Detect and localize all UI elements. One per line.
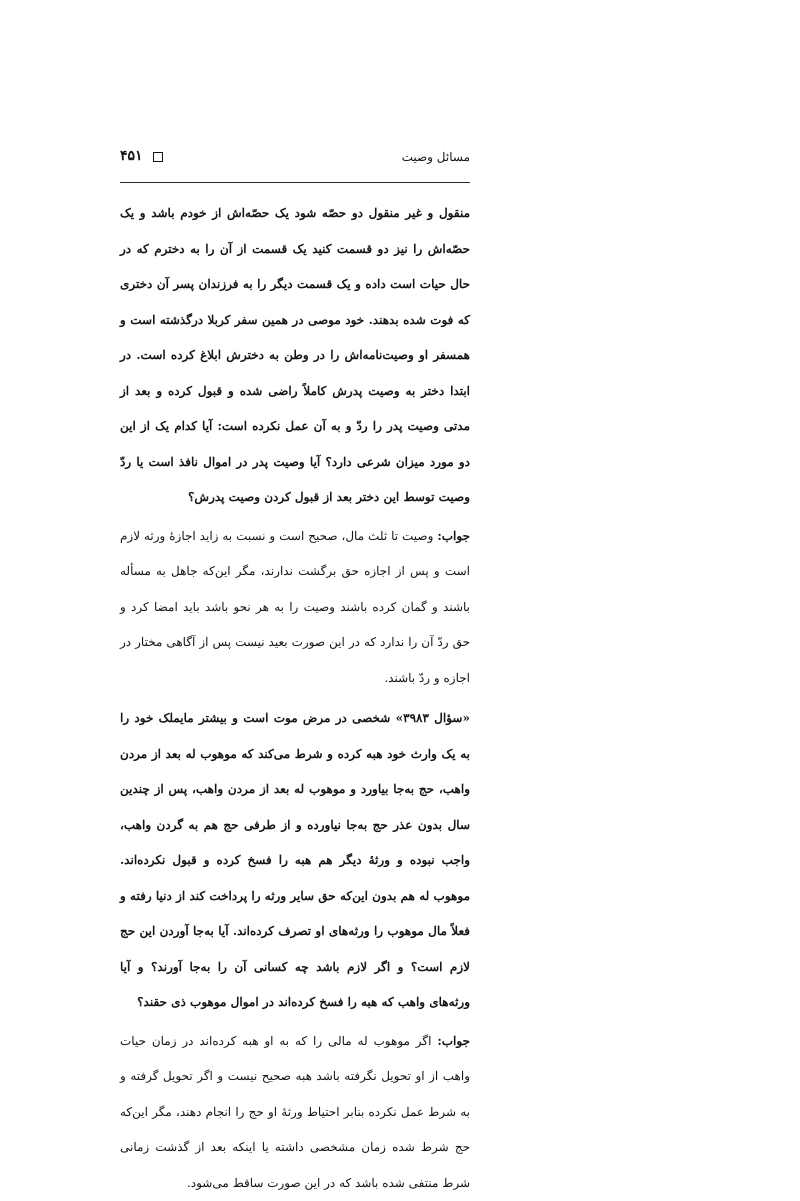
page-header: [120, 146, 470, 183]
square-marker-icon: [153, 152, 163, 162]
answer-label: جواب:: [437, 529, 470, 543]
question-label: «سؤال ۳۹۸۳»: [396, 711, 470, 725]
answer-paragraph-2: [120, 1024, 470, 1201]
page-number-group: [120, 148, 163, 165]
question-paragraph: [120, 701, 470, 1021]
page-content: [120, 196, 470, 1100]
question-continuation: منقول و غیر منقول دو حصّه شود یک حصّه‌اش از خودم باشد و یک حصّه‌اش را نیز دو قسمت کنید یک قسمت از آن را به دخترم که در حال حیات است داده و یک قسمت دیگر را به فرزندان پسر آن دختری که فوت شده بدهند. خود موصی در همین سفر کربلا درگذشته است و همسفر او وصیت‌نامه‌اش را در وطن به دخترش ابلاغ کرده است. در ابتدا دختر به وصیت پدرش کاملاً راضی شده و قبول کرده و بعد از مدتی وصیت پدر را ردّ و به آن عمل نکرده است: آیا کدام یک از این دو مورد میزان شرعی دارد؟ آیا وصیت پدر در اموال نافذ است یا ردّ وصیت توسط این دختر بعد از قبول کردن وصیت پدرش؟: [120, 196, 470, 516]
question-text: شخصی در مرض موت است و بیشتر مایملک خود را به یک وارث خود هبه کرده و شرط می‌کند که موهوب له بعد از مردن واهب، حج به‌جا بیاورد و موهوب له بعد از مردن واهب، پس از چندین سال بدون عذر حج به‌جا نیاورده و از طرفی حج هم به گردن واهب، واجب نبوده و ورثهٔ دیگر هم هبه را فسخ کرده و قبول نکرده‌اند. موهوب له هم بدون این‌که حق سایر ورثه را پرداخت کند از دنیا رفته و فعلاً مال موهوب را ورثه‌های او تصرف کرده‌اند. آیا به‌جا آوردن این حج لازم است؟ و اگر لازم باشد چه کسانی آن را به‌جا آورند؟ و آیا ورثه‌های واهب که هبه را فسخ کرده‌اند در اموال موهوب ذی حقند؟: [120, 711, 470, 1009]
chapter-title: مسائل وصیت: [402, 150, 470, 164]
answer-text: وصیت تا ثلث مال، صحیح است و نسبت به زاید اجازهٔ ورثه لازم است و پس از اجازه حق برگشت ندارند، مگر این‌که جاهل به مسأله باشند و گمان کرده باشند وصیت را به هر نحو باشد باید امضا کرد و حق ردّ آن را ندارد که در این صورت بعید نیست پس از آگاهی مختار در اجازه و ردّ باشند.: [120, 529, 470, 685]
page-number: ۴۵۱: [120, 148, 143, 165]
answer-paragraph: [120, 519, 470, 697]
answer-text-2: اگر موهوب له مالی را که به او هبه کرده‌اند در زمان حیات واهب از او تحویل نگرفته باشد هبه صحیح نیست و اگر تحویل گرفته و به شرط عمل نکرده بنابر احتیاط ورثهٔ او حج را انجام دهند، مگر این‌که حج شرط شده زمان مشخصی داشته یا اینکه بعد از گذشت زمانی شرط منتفی شده باشد که در این صورت ساقط می‌شود.: [120, 1034, 470, 1190]
answer-label-2: جواب:: [437, 1034, 470, 1048]
